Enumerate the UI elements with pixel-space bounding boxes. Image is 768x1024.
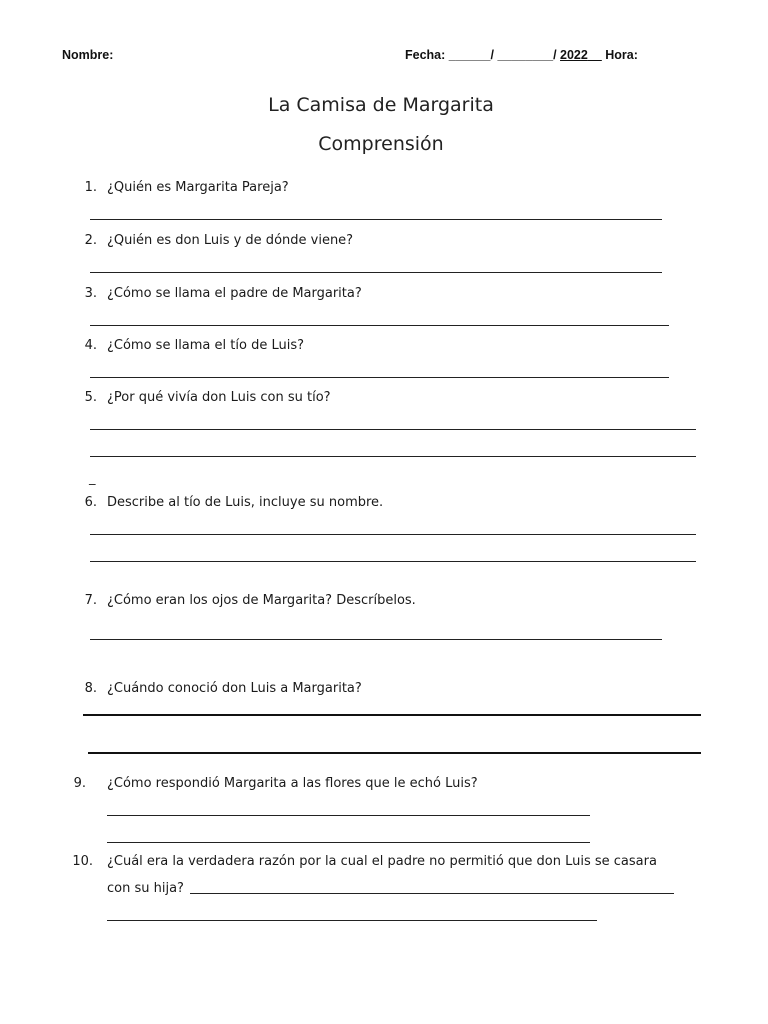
question-number: 3.: [84, 286, 97, 301]
page-subtitle: Comprensión: [318, 133, 444, 155]
question-text: ¿Cómo respondió Margarita a las flores que le echó Luis?: [107, 776, 478, 791]
question-text: Describe al tío de Luis, incluye su nombre.: [107, 495, 384, 510]
answer-line[interactable]: [107, 842, 590, 843]
question-text: ¿Cómo eran los ojos de Margarita? Descríbelos.: [107, 593, 416, 608]
fecha-label: Fecha:: [405, 48, 446, 62]
question-number: 4.: [84, 338, 97, 353]
question-number: 10.: [72, 854, 93, 869]
answer-line[interactable]: [90, 377, 669, 378]
answer-line[interactable]: [90, 325, 669, 326]
answer-line[interactable]: [107, 920, 597, 921]
page-title: La Camisa de Margarita: [268, 94, 494, 116]
answer-line[interactable]: [190, 893, 674, 894]
answer-line[interactable]: [107, 815, 590, 816]
question-text: ¿Quién es don Luis y de dónde viene?: [107, 233, 354, 248]
answer-line[interactable]: [88, 752, 701, 754]
question-text: ¿Quién es Margarita Pareja?: [107, 180, 289, 195]
question-number: 7.: [84, 593, 97, 608]
answer-line[interactable]: [90, 639, 662, 640]
answer-line[interactable]: [90, 429, 696, 430]
question-text-continued: con su hija?: [107, 881, 184, 896]
question-text: ¿Cuándo conoció don Luis a Margarita?: [107, 681, 362, 696]
stray-underscore: _: [89, 471, 96, 486]
fecha-gap: __: [587, 48, 602, 62]
hora-label: Hora:: [605, 48, 638, 62]
answer-line[interactable]: [90, 456, 696, 457]
answer-line[interactable]: [90, 534, 696, 535]
answer-line[interactable]: [90, 561, 696, 562]
question-number: 2.: [84, 233, 97, 248]
fecha-day-blank: ______/: [448, 48, 494, 62]
question-text: ¿Cómo se llama el padre de Margarita?: [107, 286, 362, 301]
question-text: ¿Cuál era la verdadera razón por la cual el padre no permitió que don Luis se casara: [107, 854, 657, 869]
question-text: ¿Cómo se llama el tío de Luis?: [107, 338, 304, 353]
question-number: 9.: [73, 776, 86, 791]
answer-line[interactable]: [90, 272, 662, 273]
question-number: 1.: [84, 180, 97, 195]
fecha-month-blank: ________/: [497, 48, 557, 62]
fecha-year: 2022: [560, 48, 588, 62]
question-text: ¿Por qué vivía don Luis con su tío?: [107, 390, 331, 405]
nombre-label: Nombre:: [62, 48, 114, 62]
question-number: 8.: [84, 681, 97, 696]
question-number: 5.: [84, 390, 97, 405]
answer-line[interactable]: [83, 714, 701, 716]
fecha-field[interactable]: [405, 48, 638, 62]
question-number: 6.: [84, 495, 97, 510]
answer-line[interactable]: [90, 219, 662, 220]
